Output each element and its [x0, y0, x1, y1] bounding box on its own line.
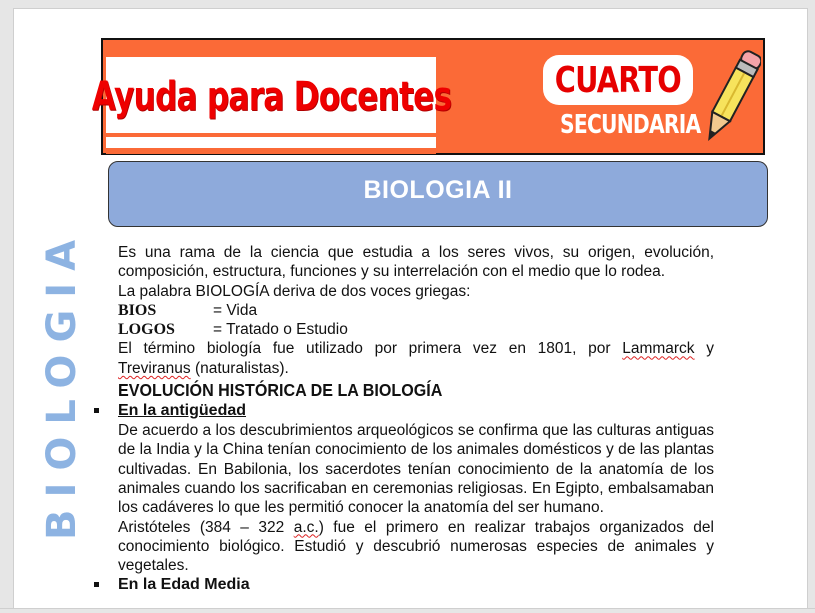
text-run: (naturalistas). — [190, 359, 289, 377]
side-subject-label: BIOLOGIA — [39, 227, 85, 540]
term-usage-line — [118, 339, 714, 358]
grade-label: CUARTO — [554, 59, 682, 101]
page-title: BIOLOGIA II — [363, 175, 513, 204]
bullet-icon — [94, 408, 99, 413]
level-label: SECUNDARIA — [560, 110, 701, 140]
section-heading: EVOLUCIÓN HISTÓRICA DE LA BIOLOGÍA — [118, 380, 443, 401]
definition-meaning: = Vida — [213, 301, 258, 319]
subsection-heading — [118, 401, 714, 421]
definition-term: BIOS — [118, 301, 157, 319]
paragraph — [118, 518, 714, 576]
subsection-heading — [118, 575, 714, 595]
bullet-icon — [94, 582, 99, 587]
grade-badge — [543, 55, 693, 105]
brand-panel — [91, 51, 451, 154]
banner-stripe — [106, 133, 436, 137]
misspelled-word: Treviranus — [118, 359, 191, 377]
paragraph: De acuerdo a los descubrimientos arqueológicos se confirma que las culturas antiguas de la India y la China tenían conocimiento de los animales domésticos y de las plantas cultivadas. En Babilonia, los sacerdotes tenían conocimiento de la anatomía de los animales cuando los sacrificaban en ceremonias religiosas. En Egipto, embalsamaban los cadáveres lo que les permitió conocer la anatomía del ser humano. — [118, 422, 714, 517]
page-gap — [0, 608, 815, 613]
definition-term: LOGOS — [118, 321, 175, 339]
definition-row — [118, 301, 714, 320]
subsection-title: En la antigüedad — [118, 402, 247, 420]
text-run: y — [694, 340, 714, 358]
document-body — [118, 243, 714, 595]
term-usage-line — [118, 359, 714, 378]
misspelled-word: Lammarck — [622, 340, 695, 358]
text-run: Aristóteles (384 – 322 — [118, 518, 294, 536]
text-run: ) fue el primero en realizar trabajos organizados del conocimiento biológico. Estudió y descubrió numerosas especies de animales y vegetales. — [118, 518, 714, 575]
text-run: El término biología fue utilizado por primera vez en 1801, por — [118, 340, 623, 358]
pencil-icon — [701, 44, 761, 152]
definition-meaning: = Tratado o Estudio — [213, 321, 348, 339]
intro-line: composición, estructura, funciones y su interrelación con el medio que lo rodea. — [118, 263, 666, 281]
etymology-line: La palabra BIOLOGÍA deriva de dos voces griegas: — [118, 282, 471, 300]
misspelled-word: a.c. — [293, 518, 319, 536]
definition-row — [118, 320, 714, 339]
header-banner — [91, 38, 765, 155]
brand-title: Ayuda para Docentes — [91, 73, 451, 120]
title-banner — [108, 161, 768, 227]
intro-line: Es una rama de la ciencia que estudia a los seres vivos, su origen, evolución, — [118, 244, 714, 261]
subsection-title: En la Edad Media — [118, 576, 250, 594]
